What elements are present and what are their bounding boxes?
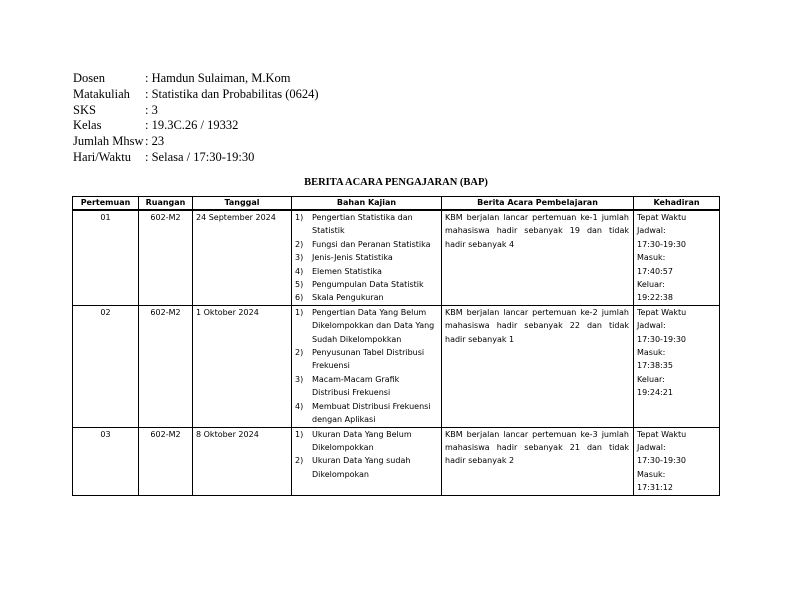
attendance-line: 19:22:38 [637, 293, 673, 303]
table-row [73, 210, 720, 305]
attendance-status: Tepat Waktu [637, 307, 687, 317]
info-row-matakuliah [73, 87, 319, 103]
attendance-line: Masuk: [637, 348, 666, 358]
cell-bahan-kajian [292, 427, 442, 495]
info-label: Matakuliah [73, 86, 130, 101]
header-ruangan: Ruangan [139, 197, 193, 211]
cell-kehadiran [634, 210, 720, 305]
attendance-line: Jadwal: [637, 321, 666, 331]
table-header-row [73, 197, 720, 211]
topic-list [295, 211, 438, 305]
cell-kehadiran [634, 305, 720, 427]
attendance-line: 17:31:12 [637, 483, 673, 493]
cell-tanggal: 1 Oktober 2024 [193, 305, 292, 427]
topic-item: 1) Ukuran Data Yang Belum Dikelompokkan [295, 429, 412, 452]
info-value: : 23 [145, 134, 165, 149]
attendance-status: Tepat Waktu [637, 213, 687, 222]
topic-list [295, 428, 438, 482]
header-kehadiran: Kehadiran [634, 197, 720, 211]
topic-item: 5) Pengumpulan Data Statistik [295, 280, 424, 290]
cell-ruangan: 602-M2 [139, 305, 193, 427]
attendance-line: 17:40:57 [637, 266, 673, 276]
topic-item: 3) Jenis-Jenis Statistika [295, 253, 393, 263]
cell-tanggal: 8 Oktober 2024 [193, 427, 292, 495]
header-berita-acara: Berita Acara Pembelajaran [442, 197, 634, 211]
info-label: Kelas [73, 118, 102, 133]
attendance-line: Masuk: [637, 469, 666, 479]
info-row-dosen [73, 71, 319, 87]
cell-bahan-kajian [292, 305, 442, 427]
info-row-hari-waktu [73, 150, 319, 166]
cell-pertemuan: 02 [73, 305, 139, 427]
attendance-line: 17:30-19:30 [637, 334, 686, 344]
cell-berita-acara: KBM berjalan lancar pertemuan ke-2 jumlah mahasiswa hadir sebanyak 22 dan tidak hadir sebanyak 1 [442, 305, 634, 427]
header-pertemuan: Pertemuan [73, 197, 139, 211]
cell-berita-acara: KBM berjalan lancar pertemuan ke-1 jumlah mahasiswa hadir sebanyak 19 dan tidak hadir sebanyak 4 [442, 210, 634, 305]
document-title: BERITA ACARA PENGAJARAN (BAP) [304, 177, 488, 188]
cell-bahan-kajian [292, 210, 442, 305]
attendance-line: 17:30-19:30 [637, 239, 686, 249]
info-label: Jumlah Mhsw [73, 134, 144, 149]
course-info [73, 71, 319, 166]
info-value: : Selasa / 17:30-19:30 [145, 149, 255, 164]
topic-item: 3) Macam-Macam Grafik Distribusi Frekuensi [295, 374, 400, 398]
attendance-line: Keluar: [637, 374, 665, 384]
cell-pertemuan: 03 [73, 427, 139, 495]
topic-item: 2) Ukuran Data Yang sudah Dikelompokan [295, 456, 411, 479]
info-label: SKS [73, 102, 96, 117]
table-row [73, 305, 720, 427]
attendance-line: Jadwal: [637, 442, 666, 452]
cell-ruangan: 602-M2 [139, 427, 193, 495]
topic-item: 1) Pengertian Data Yang Belum Dikelompokkan dan Data Yang Sudah Dikelompokkan [295, 307, 435, 344]
attendance-line: Masuk: [637, 253, 666, 263]
info-row-jumlah-mhsw [73, 134, 319, 150]
attendance-line: Jadwal: [637, 226, 666, 236]
attendance-status: Tepat Waktu [637, 429, 687, 439]
topic-item: 2) Fungsi dan Peranan Statistika [295, 239, 431, 249]
bap-table [72, 196, 720, 496]
info-value: : 19.3C.26 / 19332 [145, 118, 239, 133]
table-row [73, 427, 720, 495]
attendance-line: Keluar: [637, 280, 665, 290]
cell-kehadiran [634, 427, 720, 495]
info-row-sks [73, 103, 319, 119]
info-value: : Hamdun Sulaiman, M.Kom [145, 71, 291, 85]
header-bahan-kajian: Bahan Kajian [292, 197, 442, 211]
topic-item: 6) Skala Pengukuran [295, 293, 384, 303]
header-tanggal: Tanggal [193, 197, 292, 211]
info-label: Dosen [73, 71, 105, 85]
info-label: Hari/Waktu [73, 149, 132, 164]
attendance-line: 17:38:35 [637, 361, 673, 371]
cell-pertemuan: 01 [73, 210, 139, 305]
topic-item: 2) Penyusunan Tabel Distribusi Frekuensi [295, 348, 425, 371]
info-row-kelas [73, 118, 319, 134]
topic-item: 4) Membuat Distribusi Frekuensi dengan Aplikasi [295, 401, 431, 425]
cell-tanggal: 24 September 2024 [193, 210, 292, 305]
info-value: : 3 [145, 102, 158, 117]
info-value: : Statistika dan Probabilitas (0624) [145, 86, 319, 101]
cell-ruangan: 602-M2 [139, 210, 193, 305]
topic-item: 4) Elemen Statistika [295, 266, 382, 276]
topic-list [295, 306, 438, 427]
topic-item: 1) Pengertian Statistika dan Statistik [295, 213, 413, 236]
attendance-line: 17:30-19:30 [637, 456, 686, 466]
cell-berita-acara: KBM berjalan lancar pertemuan ke-3 jumlah mahasiswa hadir sebanyak 21 dan tidak hadir sebanyak 2 [442, 427, 634, 495]
attendance-line: 19:24:21 [637, 388, 673, 398]
